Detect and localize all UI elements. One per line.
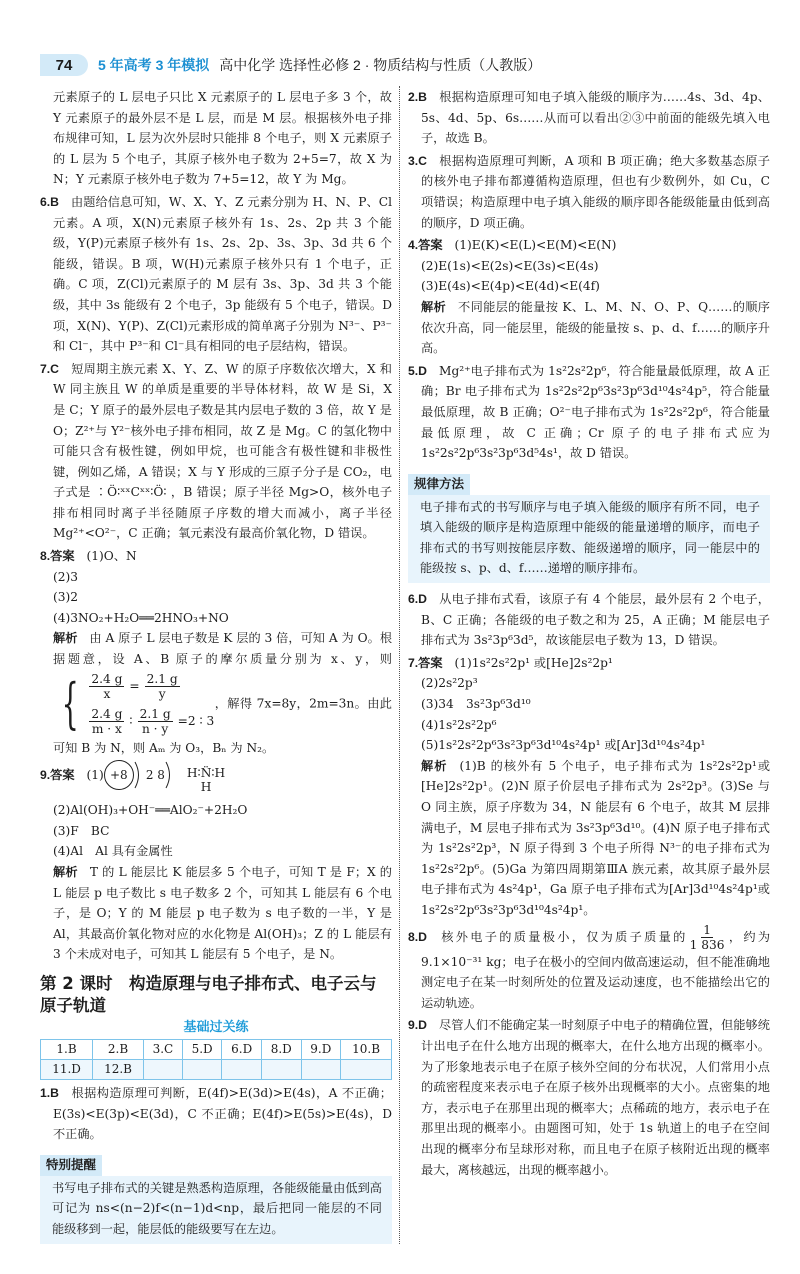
brace-icon: { [61, 671, 79, 735]
answer-line: (2)3 [53, 569, 79, 584]
answer-label: 7.C [40, 361, 59, 376]
table-cell: 3.C [143, 1039, 182, 1059]
shell-arc-icon [134, 760, 142, 790]
analysis-text: 不同能层的能量按 K、L、M、N、O、P、Q……的顺序依次升高，同一能层里，能级的能量按 s、p、d、f……的顺序升高。 [421, 299, 770, 356]
page-header [40, 54, 780, 76]
analysis-label: 解析 [421, 758, 448, 773]
answer-label: 6.B [40, 194, 59, 209]
answer-text: 由题给信息可知，W、X、Y、Z 元素分别为 H、N、P、Cl 元素。A 项，X(N)元素原子核外有 1s、2s、2p 共 3 个能级，Y(P)元素原子核外有 1s、2s、2p、3s、3p、3d 共 6 个能级，错误。B 项，W(H)元素原子核外只有 1 个电子，正确。C 项，Z(Cl)元素原子的 M 层有 3s、3p、3d 共 3 个能级，其中 3s 能级有 2 个电子，3p 能级有 5 个电子，错误。D 项，X(N)、Y(P)、Z(Cl)元素形成的简单离子分别为 N³⁻、P³⁻和 Cl⁻，其中 P³⁻和 Cl⁻具有相同的电子层结构，错误。 [53, 194, 392, 354]
answer-2 [408, 87, 770, 149]
answer-3 [408, 151, 770, 233]
nucleus: +8 [104, 760, 134, 790]
answer-line: (4)Al Al 具有金属性 [53, 844, 173, 859]
answer-text: 核外电子的质量极小，仅为质子质量的 [438, 929, 688, 944]
answer-label: 9.答案 [40, 768, 75, 783]
answer-1 [40, 1083, 392, 1145]
table-cell [261, 1059, 301, 1079]
answer-text: Mg²⁺电子排布式为 1s²2s²2p⁶，符合能量最低原理，故 A 正确；Br 电子排布式为 1s²2s²2p⁶3s²3p⁶3d¹⁰4s²4p⁵，符合能量最低原理，故 B 正确；O²⁻电子排布式为 1s²2s²2p⁶，符合能量最低原理，故 C 正确；Cr 原子的电子排布式应为 1s²2s²2p⁶3s²3p⁶3d⁵4s¹，故 D 错误。 [421, 363, 770, 461]
answer-7 [408, 653, 770, 921]
answer-label: 5.D [408, 363, 427, 378]
fraction [690, 923, 725, 952]
answer-label: 6.D [408, 592, 427, 607]
numerator: 2.1 g [139, 706, 171, 721]
denominator: m · x [91, 721, 122, 736]
table-cell: 12.B [93, 1059, 144, 1079]
tip-box-title: 特别提醒 [40, 1155, 102, 1176]
denominator: n · y [141, 721, 169, 736]
nh3-top: H∶N̈∶H [186, 766, 226, 781]
answer-5 [408, 361, 770, 464]
book-title: 高中化学 选择性必修 2 · 物质结构与性质（人教版） [219, 57, 542, 73]
method-box-title: 规律方法 [408, 474, 470, 495]
answer-line: (2)2s²2p³ [421, 676, 478, 691]
table-cell: 9.D [301, 1039, 341, 1059]
operator: ∶ [129, 713, 133, 728]
answer-text: ，约为 9.1×10⁻³¹ kg；电子在极小的空间内做高速运动，但不能准确地测定电子在某一时刻所处的位置及运动速度，也不能描绘出它的运动轨迹。 [421, 929, 771, 1010]
operator: = [129, 678, 140, 693]
answer-line: (3)2 [53, 590, 79, 605]
answer-text: 短周期主族元素 X、Y、Z、W 的原子序数依次增大，X 和 W 同主族且 W 的单质是重要的半导体材料，故 W 是 Si，X 是 C；Y 原子的最外层电子数是其内层电子数的 3 倍，故 Y 是 O；Z²⁺与 Y²⁻核外电子排布相同，故 Z 是 Mg。C 的氢化物中可能只含有极性键，例如甲烷，也可能含有极性键和非极性键，例如乙烯，A 错误；X 与 Y 形成的三原子分子是 CO₂，电子式是 [53, 361, 392, 500]
table-cell: 5.D [182, 1039, 222, 1059]
answer-line: (4)3NO₂+H₂O══2HNO₃+NO [53, 610, 229, 625]
denominator: y [158, 686, 166, 701]
analysis-label: 解析 [53, 631, 78, 646]
table-cell [143, 1059, 182, 1079]
numerator: 2.4 g [91, 706, 123, 721]
ratio: =2 ∶ 3 [177, 713, 215, 728]
numerator: 1 [703, 922, 711, 937]
answer-8 [40, 546, 392, 758]
answer-line: (1)O、N [86, 549, 137, 564]
answer-7 [40, 359, 392, 544]
table-cell [341, 1059, 392, 1079]
answer-label: 7.答案 [408, 655, 443, 670]
answer-text: 根据构造原理可判断，E(4f)>E(3d)>E(4s)，A 不正确；E(3s)<E(3p)<E(3d)，C 不正确；E(4f)>E(5s)>E(4s)，D 不正确。 [53, 1085, 392, 1142]
answer-8 [408, 923, 770, 1014]
table-cell [182, 1059, 222, 1079]
continuation-paragraph: 元素原子的 L 层电子只比 X 元素原子的 L 层电子多 3 个，故 Y 元素原子的最外层不是 L 层，而是 M 层。根据核外电子排布规律可知，L 层为次外层时只能排 8 个电子，则 X 元素原子的 L 层为 5 个电子，其原子核外电子数为 2+5=7，故 X 为 N；Y 元素原子核外电子数为 7+5=12，故 Y 为 Mg。 [53, 90, 392, 187]
answer-text: ，B 错误；原子半径 Mg>O，核外电子排布相同时离子半径随原子序数的增大而减小，离子半径 Mg²⁺<O²⁻，C 正确；氧元素没有最高价氧化物，D 错误。 [53, 485, 393, 541]
nh3-electron-formula [187, 766, 225, 794]
method-box-text: 电子排布式的书写顺序与电子填入能级的顺序有所不同，电子填入能级的顺序是构造原理中能级的能量递增的顺序，而电子排布式的书写则按能层序数、能级递增的顺序，同一能层中的能级按 s、p、d、f……递增的顺序排布。 [408, 495, 770, 583]
answer-line: (2)E(1s)<E(2s)<E(3s)<E(4s) [421, 258, 599, 273]
section-title: 第 2 课时 构造原理与电子排布式、电子云与原子轨道 [40, 973, 377, 1015]
answer-label: 3.C [408, 153, 427, 168]
answer-line: (3)F BC [53, 823, 110, 838]
column-divider [399, 86, 400, 1244]
answer-prefix: (1) [86, 768, 104, 783]
section-subtitle: 基础过关练 [183, 1018, 249, 1034]
answer-label: 9.D [408, 1018, 427, 1033]
analysis-label: 解析 [421, 299, 447, 314]
denominator: 1 836 [689, 937, 725, 952]
analysis-text: T 的 L 能层比 K 能层多 5 个电子，可知 T 是 F；X 的 L 能层 p 电子数比 s 电子数多 2 个，可知其 L 能层有 6 个电子，是 O；Y 的 M 能层 p 电子数为 s 电子数的一半，Y 是 Al，其最高价氧化物对应的水化物是 Al(OH)₃；Z 的 L 能层有 3 个未成对电子，可知其 L 能层有 5 个电子，是 N。 [53, 865, 392, 962]
answer-label: 1.B [40, 1085, 59, 1100]
co2-electron-formula: ∶Ö∶ˣˣCˣˣ∶Ö∶ [90, 485, 171, 500]
answer-9 [40, 760, 392, 965]
analysis-text: 由 A 原子 L 层电子数是 K 层的 3 倍，可知 A 为 O。根据题意，设 A、B 原子的摩尔质量分别为 x、y，则 [53, 631, 393, 667]
equation-system [53, 672, 214, 736]
answer-label: 8.D [408, 929, 427, 944]
answer-text: 根据构造原理可知电子填入能级的顺序为……4s、3d、4p、5s、4d、5p、6s……从而可以看出②③中前面的能级先填入电子，故选 B。 [421, 90, 770, 146]
answer-label: 2.B [408, 90, 427, 104]
table-cell: 1.B [41, 1039, 93, 1059]
answer-6 [40, 192, 392, 357]
table-row [41, 1059, 392, 1079]
table-cell: 10.B [341, 1039, 392, 1059]
answer-4 [408, 235, 770, 359]
table-row [41, 1039, 392, 1059]
series-brand: 5 年高考 3 年模拟 [98, 57, 210, 73]
shell-arc-icon [165, 760, 173, 790]
answer-6 [408, 589, 770, 651]
answer-label: 8.答案 [40, 549, 75, 564]
answer-text: 从电子排布式看，该原子有 4 个能层，最外层有 2 个电子，B、C 正确；各能级的电子数之和为 25，A 正确；M 能层电子排布式为 3s²3p⁶3d⁵，故该能层电子数为 13，D 错误。 [421, 592, 770, 648]
analysis-text: (1)B 的核外有 5 个电子，电子排布式为 1s²2s²2p¹或[He]2s²2p¹。(2)N 原子价层电子排布式为 2s²2p³。(3)Se 与 O 同主族，原子序数为 34，N 能层有 6 个电子，故其 M 层排满电子，M 层电子排布式为 3s²3p⁶3d¹⁰。(4)N 原子电子排布式为 1s²2s²2p³，N 原子得到 3 个电子所得 N³⁻的电子排布式为 1s²2s²2p⁶。(5)Ga 为第四周期第ⅢA 族元素，故其原子最外层电子排布式为 4s²4p¹，Ga 原子电子排布式为[Ar]3d¹⁰4s²4p¹或 1s²2s²2p⁶3s²3p⁶3d¹⁰4s²4p¹。 [421, 758, 771, 917]
page-number: 74 [40, 54, 88, 76]
analysis-label: 解析 [53, 865, 78, 879]
analysis-text: ，解得 7x=8y，2m=3n。由此可知 B 为 N，则 Aₘ 为 O₃，Bₙ 为 N₂。 [53, 696, 392, 755]
denominator: x [103, 686, 111, 701]
table-cell [301, 1059, 341, 1079]
table-cell: 11.D [41, 1059, 93, 1079]
answer-line: (4)1s²2s²2p⁶ [421, 717, 497, 732]
answer-line: (1)1s²2s²2p¹ 或[He]2s²2p¹ [454, 655, 613, 670]
answer-line: (1)E(K)<E(L)<E(M)<E(N) [454, 238, 617, 253]
answer-table [40, 1039, 392, 1080]
table-cell: 8.D [261, 1039, 301, 1059]
answer-line: (2)Al(OH)₃+OH⁻══AlO₂⁻+2H₂O [53, 803, 248, 818]
answer-line: (3)E(4s)<E(4p)<E(4d)<E(4f) [421, 279, 600, 294]
table-cell: 6.D [222, 1039, 262, 1059]
answer-label: 4.答案 [408, 238, 443, 253]
answer-line: (5)1s²2s²2p⁶3s²3p⁶3d¹⁰4s²4p¹ 或[Ar]3d¹⁰4s²4p¹ [421, 738, 706, 753]
table-cell: 2.B [93, 1039, 144, 1059]
oxygen-atom-structure-diagram [104, 760, 173, 790]
table-cell [222, 1059, 262, 1079]
numerator: 2.1 g [146, 671, 178, 686]
answer-text: 尽管人们不能确定某一时刻原子中电子的精确位置，但能够统计出电子在什么地方出现的概率大，在什么地方出现的概率小。为了形象地表示电子在原子核外空间的分布状况，人们常用小点的疏密程度来表示电子在原子核外出现概率的大小。点密集的地方，表示电子在那里出现的概率大；点稀疏的地方，表示电子在那里出现的概率小。由题图可知，处于 1s 轨道上的电子在空间出现的概率分布呈球形对称，而且电子在原子核附近出现的概率最大，离核越远，出现的概率越小。 [421, 1018, 770, 1177]
right-column [408, 87, 770, 1180]
answer-line: (3)34 3s²3p⁶3d¹⁰ [421, 697, 531, 712]
tip-box-text: 书写电子排布式的关键是熟悉构造原理，各能级能量由低到高可记为 ns<(n−2)f<(n−1)d<np，最后把同一能层的不同能级移到一起，能层低的能级要写在左边。 [40, 1176, 392, 1244]
shell-electrons: 2 8 [145, 767, 165, 782]
left-column [40, 87, 392, 1244]
numerator: 2.4 g [91, 671, 123, 686]
nh3-bottom-h: H [200, 780, 212, 795]
answer-text: 根据构造原理可判断，A 项和 B 项正确；绝大多数基态原子的核外电子排布都遵循构造原理，但也有少数例外，如 Cu，C 项错误；构造原理中电子填入能级的顺序即各能级能量由低到高的顺序，D 项正确。 [421, 153, 770, 230]
answer-9 [408, 1015, 770, 1180]
